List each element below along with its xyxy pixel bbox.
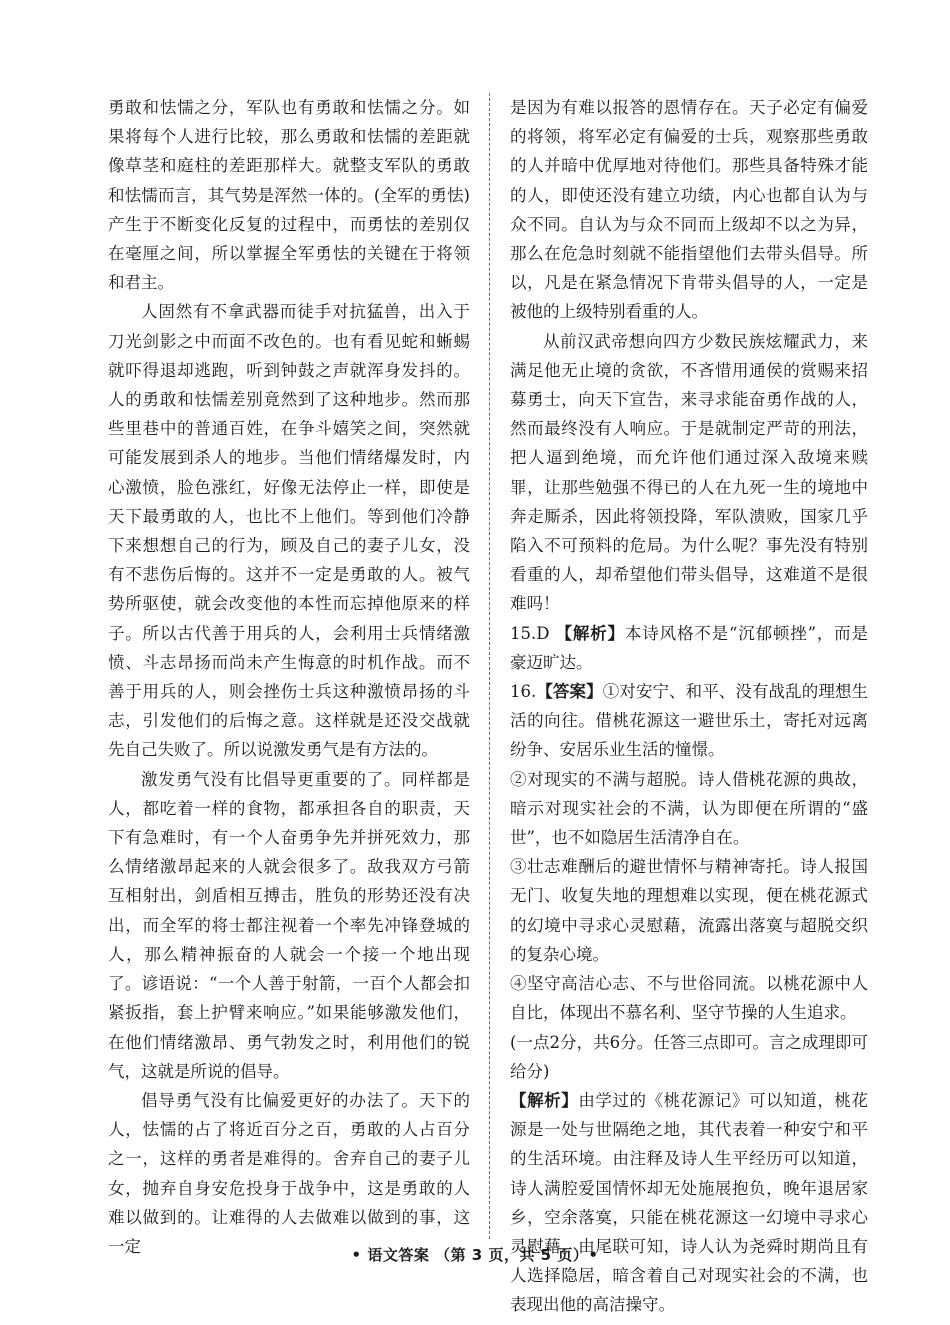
column-divider xyxy=(489,93,490,1239)
paragraph: 倡导勇气没有比偏爱更好的办法了。天下的人，怯懦的占了将近百分之百，勇敢的人占百分之一，这样的勇者是难得的。舍弃自己的妻子儿女，抛弃自身安危投身于战争中，这是勇敢的人难以做到的。让难得的人去做难以做到的事，这一定 xyxy=(108,1090,470,1256)
question-number: 16. xyxy=(510,682,537,702)
analysis-tag: 【解析】 xyxy=(555,623,625,643)
question-number: 15. xyxy=(510,623,537,643)
question-16 xyxy=(510,677,868,765)
right-column xyxy=(510,93,868,1320)
analysis-text: 本诗风格不是“沉郁顿挫”，而是豪迈旷达。 xyxy=(510,623,869,672)
scoring-note: (一点2分，共6分。任答三点即可。言之成理即可给分) xyxy=(510,1032,868,1081)
analysis xyxy=(510,1086,868,1320)
answer-point: ③壮志难酬后的避世情怀与精神寄托。诗人报国无门、收复失地的理想难以实现，便在桃花源式的幻境中寻求心灵慰藉，流露出落寞与超脱交织的复杂心境。 xyxy=(510,857,868,964)
paragraph: 人固然有不拿武器而徒手对抗猛兽，出入于刀光剑影之中而面不改色的。也有看见蛇和蜥蜴就吓得退却逃跑，听到钟鼓之声就浑身发抖的。人的勇敢和怯懦差别竟然到了这种地步。然而那些里巷中的普通百姓，在争斗嬉笑之间，突然就可能发展到杀人的地步。当他们情绪爆发时，内心激愤，脸色涨红，好像无法停止一样，即使是天下最勇敢的人，也比不上他们。等到他们冷静下来想想自己的行为，顾及自己的妻子儿女，没有不悲伤后悔的。这并不一定是勇敢的人。被气势所驱使，就会改变他的本性而忘掉他原来的样子。所以古代善于用兵的人，会利用士兵情绪激愤、斗志昂扬而尚未产生悔意的时机作战。而不善于用兵的人，则会挫伤士兵这种激愤昂扬的斗志，引发他们的后悔之意。这样就是还没交战就先自己失败了。所以说激发勇气是有方法的。 xyxy=(108,302,470,760)
answer-point: ①对安宁、和平、没有战乱的理想生活的向往。借桃花源这一避世乐土，寄托对远离纷争、安居乐业生活的憧憬。 xyxy=(510,682,869,760)
page-footer: • 语文答案 （第 3 页，共 5 页）• xyxy=(351,1246,599,1264)
answer-point: ④坚守高洁心志、不与世俗同流。以桃花源中人自比，体现出不慕名利、坚守节操的人生追求。 xyxy=(510,974,868,1023)
answer-choice: D xyxy=(536,623,550,643)
question-15 xyxy=(510,619,868,677)
paragraph: 从前汉武帝想向四方少数民族炫耀武力，来满足他无止境的贪欲，不吝惜用通侯的赏赐来招募勇士，向天下宣告，来寻求能奋勇作战的人，然而最终没有人响应。于是就制定严苛的刑法，把人逼到绝境，而允许他们通过深入敌境来赎罪，让那些勉强不得已的人在九死一生的境地中奔走厮杀，因此将领投降，军队溃败，国家几乎陷入不可预料的危局。为什么呢？事先没有特别看重的人，却希望他们带头倡导，这难道不是很难吗！ xyxy=(510,331,868,614)
answer-point: ②对现实的不满与超脱。诗人借桃花源的典故，暗示对现实社会的不满，认为即便在所谓的“盛世”，也不如隐居生活清净自在。 xyxy=(510,769,868,848)
paragraph: 勇敢和怯懦之分，军队也有勇敢和怯懦之分。如果将每个人进行比较，那么勇敢和怯懦的差距就像草茎和庭柱的差距那样大。就整支军队的勇敢和怯懦而言，其气势是浑然一体的。(全军的勇怯)产生于不断变化反复的过程中，而勇怯的差别仅在毫厘之间，所以掌握全军勇怯的关键在于将领和君主。 xyxy=(108,98,470,293)
answer-tag: 【答案】 xyxy=(536,682,603,702)
analysis-text: 由学过的《桃花源记》可以知道，桃花源是一处与世隔绝之地，其代表着一种安宁和平的生活环境。由注释及诗人生平经历可以知道，诗人满腔爱国情怀却无处施展抱负，晚年退居家乡，空余落寞，只能在桃花源这一幻境中寻求心灵慰藉。由尾联可知，诗人认为尧舜时期尚且有人选择隐居，暗含着自己对现实社会的不满，也表现出他的高洁操守。 xyxy=(510,1090,869,1315)
left-column xyxy=(108,93,470,1261)
paragraph: 是因为有难以报答的恩情存在。天子必定有偏爱的将领，将军必定有偏爱的士兵，观察那些勇敢的人并暗中优厚地对待他们。那些具备特殊才能的人，即使还没有建立功绩，内心也都自认为与众不同。自认为与众不同而上级却不以之为异，那么在危急时刻就不能指望他们去带头倡导。所以，凡是在紧急情况下肯带头倡导的人，一定是被他的上级特别看重的人。 xyxy=(510,98,868,322)
analysis-tag: 【解析】 xyxy=(510,1090,579,1110)
paragraph: 激发勇气没有比倡导更重要的了。同样都是人，都吃着一样的食物，都承担各自的职责，天下有急难时，有一个人奋勇争先并拼死效力，那么情绪激昂起来的人就会很多了。敌我双方弓箭互相射出，剑盾相互搏击，胜负的形势还没有决出，而全军的将士都注视着一个率先冲锋登城的人，那么精神振奋的人就会一个接一个地出现了。谚语说：“一个人善于射箭，一百个人都会扣紧扳指，套上护臂来响应。”如果能够激发他们，在他们情绪激昂、勇气勃发之时，利用他们的锐气，这就是所说的倡导。 xyxy=(108,769,470,1081)
